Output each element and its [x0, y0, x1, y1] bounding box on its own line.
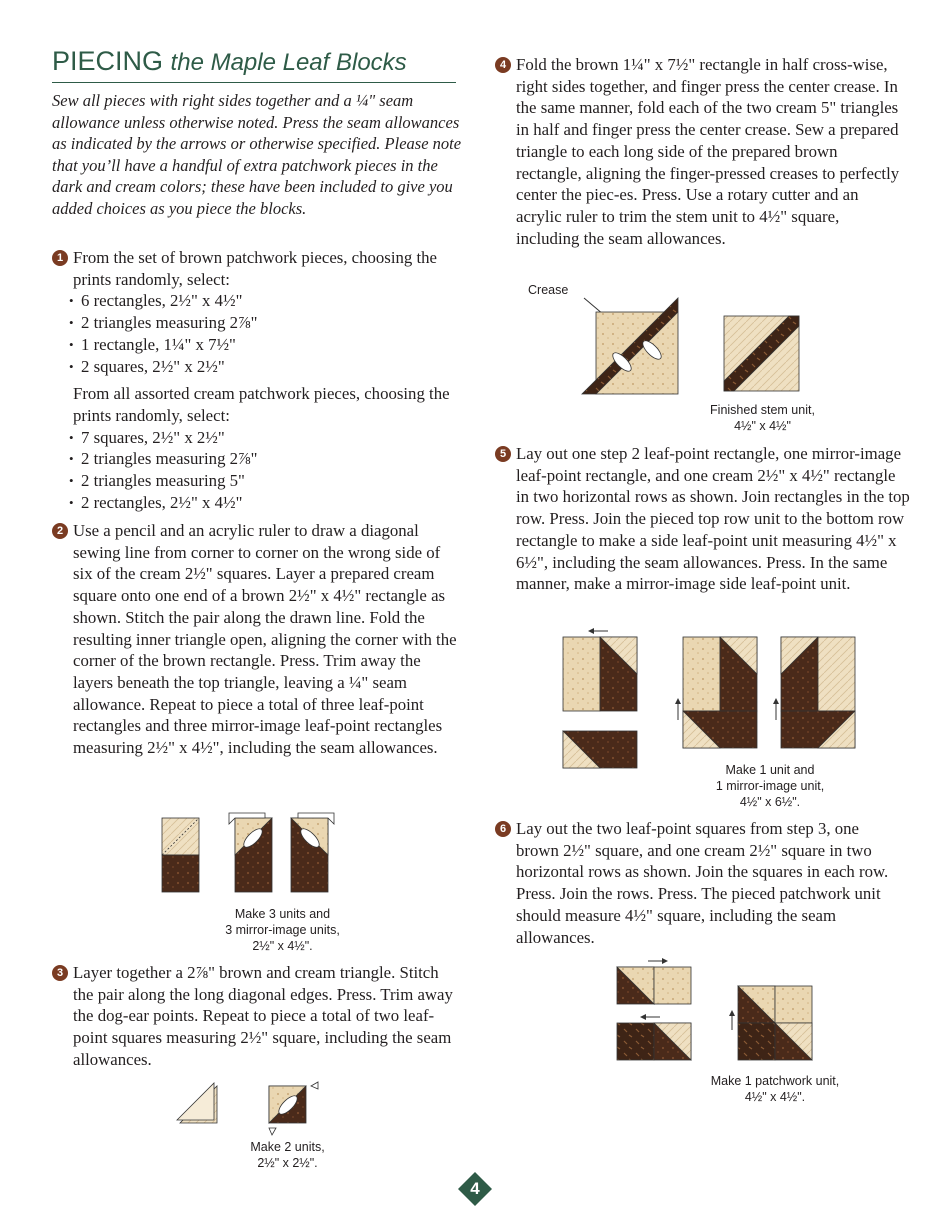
step-5-number: 5: [495, 446, 511, 462]
leaf-point-rectangles-diagram: [155, 810, 345, 902]
list-item: • 2 triangles measuring 2⅞": [71, 312, 458, 334]
caption-line: 4½" x 4½".: [744, 1090, 806, 1104]
caption-line: Finished stem unit,: [710, 403, 815, 417]
step-4: [499, 54, 906, 249]
page-number-badge: [458, 1172, 492, 1206]
caption-line: Make 3 units and: [234, 907, 331, 921]
step-3-number: 3: [52, 965, 68, 981]
title-main: PIECING: [52, 46, 164, 76]
step-5: [499, 443, 911, 595]
step-6-text: Lay out the two leaf-point squares from step 3, one brown 2½" square, and one cream 2½" square in two horizontal rows as shown. Join the squares in each row. Press. Join the rows. Press. The pieced patchwork unit should measure 4½" square, including the seam allowances.: [516, 819, 889, 947]
step-2: [56, 520, 458, 759]
step-6: [499, 818, 906, 948]
step-2-caption: [195, 906, 370, 954]
step-4-caption: [690, 402, 835, 434]
caption-line: 1 mirror-image unit,: [715, 779, 825, 793]
step-5-text: Lay out one step 2 leaf-point rectangle, one mirror-image leaf-point rectangle, and one cream 2½" x 4½" rectangle in two horizontal rows as shown. Join rectangles in the top row. Press. Join the pieced top row unit to the bottom row rectangle to make a side leaf-point unit measuring 4½" x 6½", including the seam allowances. Press. In the same manner, make a mirror-image side leaf-point unit.: [516, 444, 910, 594]
step-4-number: 4: [495, 57, 511, 73]
step-6-caption: [690, 1073, 860, 1105]
caption-line: Make 2 units,: [250, 1140, 325, 1154]
list-item: • 1 rectangle, 1¼" x 7½": [71, 334, 458, 356]
caption-line: 4½" x 4½": [734, 419, 791, 433]
leaf-point-squares-diagram: [175, 1080, 325, 1138]
side-leaf-point-units-diagram: [560, 625, 865, 770]
caption-line: Make 1 unit and: [725, 763, 815, 777]
brown-items-list: [71, 290, 458, 377]
page-title: [52, 44, 456, 83]
crease-label: Crease: [528, 283, 569, 297]
patchwork-unit-diagram: [610, 955, 820, 1063]
list-item: • 6 rectangles, 2½" x 4½": [71, 290, 458, 312]
step-1: [56, 247, 458, 513]
caption-line: 2½" x 4½".: [252, 939, 313, 953]
step-5-caption: [690, 762, 850, 810]
caption-line: 4½" x 6½".: [739, 795, 801, 809]
list-item: • 2 triangles measuring 5": [71, 470, 458, 492]
step-1-text-2: From all assorted cream patchwork pieces, choosing the prints randomly, select:: [73, 384, 450, 425]
step-2-number: 2: [52, 523, 68, 539]
step-1-text: From the set of brown patchwork pieces, choosing the prints randomly, select:: [73, 248, 437, 289]
step-1-number: 1: [52, 250, 68, 266]
step-4-text: Fold the brown 1¼" x 7½" rectangle in half cross-wise, right sides together, and finger press the center crease. In the same manner, fold each of the two cream 5" triangles in half and finger press the center crease. Sew a prepared triangle to each long side of the prepared brown rectangle, aligning the finger-pressed creases to perfectly center the piec-es. Press. Use a rotary cutter and an acrylic ruler to trim the stem unit to 4½" square, including the seam allowances.: [516, 55, 900, 248]
list-item: • 2 triangles measuring 2⅞": [71, 448, 458, 470]
list-item: • 2 squares, 2½" x 2½": [71, 356, 458, 378]
caption-line: 2½" x 2½".: [257, 1156, 318, 1170]
list-item: • 2 rectangles, 2½" x 4½": [71, 492, 458, 514]
stem-unit-diagram: [570, 290, 810, 402]
page-number: 4: [470, 1179, 480, 1198]
caption-line: 3 mirror-image units,: [225, 923, 340, 937]
step-6-number: 6: [495, 821, 511, 837]
intro-text: Sew all pieces with right sides together and a ¼" seam allowance unless otherwise noted. Press the seam allowances as indicated by the arrows or otherwise specified. Please note that you’ll have a handful of extra patchwork pieces in the dark and cream colors; these have been included to give you added choices as you piece the blocks.: [52, 91, 462, 218]
title-sub: the Maple Leaf Blocks: [170, 49, 407, 76]
list-item: • 7 squares, 2½" x 2½": [71, 427, 458, 449]
step-3: [56, 962, 458, 1071]
caption-line: Make 1 patchwork unit,: [710, 1074, 840, 1088]
step-2-text: Use a pencil and an acrylic ruler to draw a diagonal sewing line from corner to corner on the wrong side of six of the cream 2½" squares. Layer a prepared cream square onto one end of a brown 2½" x 4½" rectangle as shown. Stitch the pair along the drawn line. Fold the resulting inner triangle open, aligning the corner with the corner of the brown rectangle. Press. Trim away the layers beneath the top triangle, leaving a ¼" seam allowance. Repeat to piece a total of three leaf-point rectangles and three mirror-image leaf-point rectangles measuring 2½" x 4½", including the seam allowances.: [73, 521, 457, 758]
cream-items-list: [71, 427, 458, 514]
step-3-text: Layer together a 2⅞" brown and cream triangle. Stitch the pair along the long diagonal edges. Press. Trim away the dog-ear points. Repeat to piece a total of two leaf-point squares measuring 2½" square, including the seam allowances.: [73, 963, 453, 1069]
step-3-caption: [215, 1139, 360, 1171]
